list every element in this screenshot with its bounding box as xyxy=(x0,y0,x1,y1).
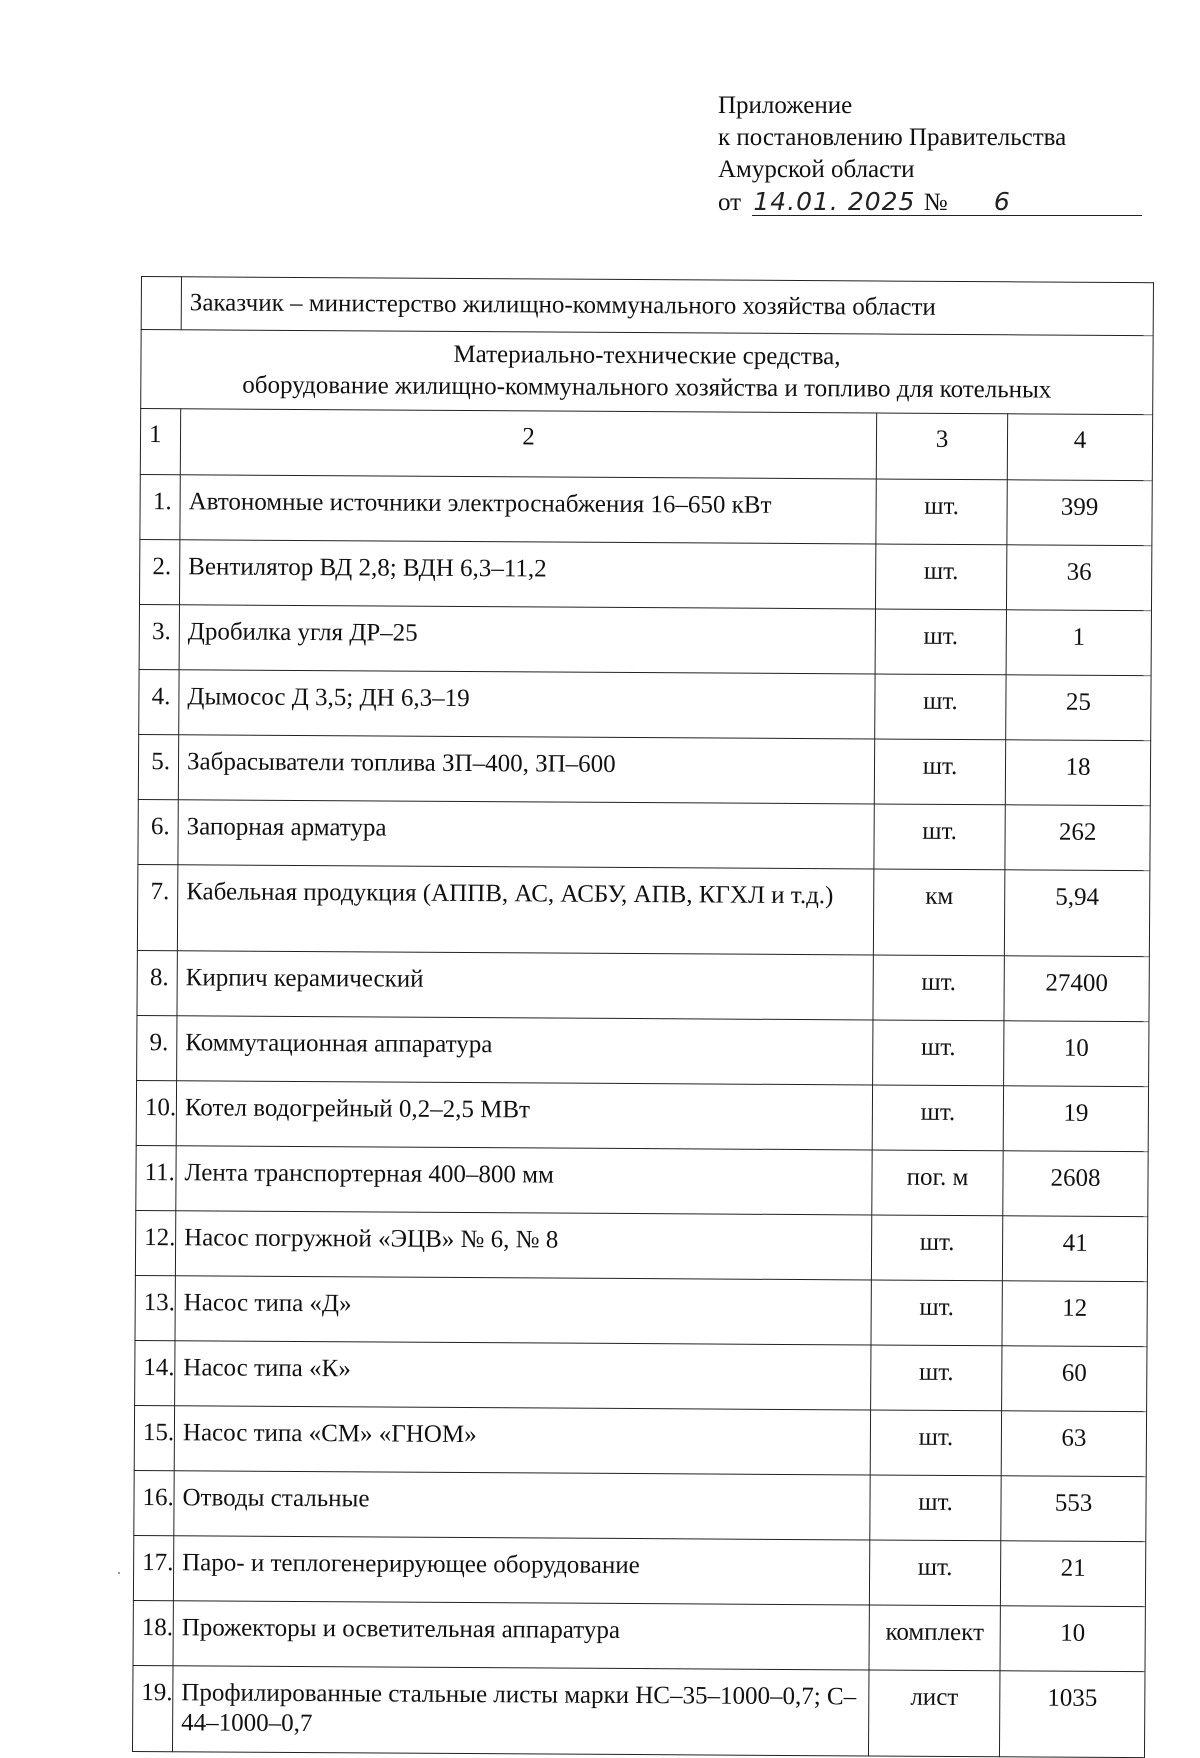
table-row xyxy=(135,1275,1147,1346)
row-number: 5. xyxy=(138,734,178,799)
handwritten-date: 14.01. 2025 xyxy=(753,187,916,216)
item-unit: комплект xyxy=(869,1605,1000,1671)
row-number: 1. xyxy=(140,474,180,539)
table-row xyxy=(140,474,1152,545)
item-quantity: 60 xyxy=(1002,1346,1147,1412)
item-name: Забрасыватели топлива ЗП–400, ЗП–600 xyxy=(178,735,874,804)
number-label: № xyxy=(923,189,948,216)
item-quantity: 21 xyxy=(1000,1541,1145,1607)
item-unit: шт. xyxy=(875,674,1006,740)
item-unit: км xyxy=(873,869,1005,956)
table-row xyxy=(137,864,1150,956)
equipment-table xyxy=(132,276,1154,1758)
item-name: Дымосос Д 3,5; ДН 6,3–19 xyxy=(179,670,875,739)
item-name: Паро- и теплогенерирующее оборудование xyxy=(173,1536,869,1605)
appendix-date-line xyxy=(718,186,1138,219)
row-number: 11. xyxy=(136,1145,176,1210)
item-name: Отводы стальные xyxy=(174,1471,870,1540)
item-unit: лист xyxy=(868,1670,1000,1757)
row-number: 7. xyxy=(137,864,178,950)
item-quantity: 262 xyxy=(1005,805,1150,871)
row-number: 9. xyxy=(137,1015,177,1080)
column-number-row xyxy=(140,409,1152,481)
section-title-line1: Материально-технические средства, xyxy=(453,340,841,371)
row-number: 13. xyxy=(135,1275,175,1340)
item-name: Насос типа «Д» xyxy=(175,1276,871,1345)
item-quantity: 12 xyxy=(1002,1281,1147,1347)
column-number-2: 2 xyxy=(180,409,876,479)
item-name: Насос типа «СМ» «ГНОМ» xyxy=(174,1406,870,1475)
item-unit: шт. xyxy=(870,1410,1001,1476)
table-row xyxy=(139,539,1151,610)
appendix-title: Приложение xyxy=(718,92,853,119)
column-number-4: 4 xyxy=(1007,414,1152,481)
customer-row xyxy=(141,277,1153,336)
table-row xyxy=(134,1405,1146,1476)
appendix-resolution-ref: к постановлению Правительства xyxy=(718,124,1067,151)
row-number: 16. xyxy=(134,1470,174,1535)
table-row xyxy=(132,1665,1145,1757)
section-title-cell xyxy=(141,330,1153,415)
item-name: Профилированные стальные листы марки НС–35–1000–0,7; С–44–1000–0,7 xyxy=(172,1666,869,1756)
table-row xyxy=(139,604,1151,675)
table-row xyxy=(133,1600,1145,1671)
row-number: 19. xyxy=(132,1665,173,1751)
item-unit: шт. xyxy=(872,1085,1003,1151)
row-number: 14. xyxy=(135,1340,175,1405)
item-quantity: 27400 xyxy=(1004,956,1149,1022)
row-number: 4. xyxy=(139,669,179,734)
item-quantity: 18 xyxy=(1005,740,1150,806)
item-quantity: 10 xyxy=(1000,1606,1145,1672)
column-number-3: 3 xyxy=(876,413,1007,480)
row-number: 3. xyxy=(139,604,179,669)
item-quantity: 2608 xyxy=(1003,1151,1148,1217)
item-name: Котел водогрейный 0,2–2,5 МВт xyxy=(176,1081,872,1150)
item-unit: шт. xyxy=(873,1020,1004,1086)
item-unit: шт. xyxy=(874,804,1005,870)
item-unit: шт. xyxy=(869,1540,1000,1606)
item-unit: пог. м xyxy=(872,1150,1003,1216)
scan-speck xyxy=(118,1572,120,1574)
date-prefix: от xyxy=(718,189,742,216)
table-row xyxy=(135,1210,1147,1281)
row-number: 15. xyxy=(134,1405,174,1470)
item-name: Прожекторы и осветительная аппаратура xyxy=(173,1601,869,1670)
item-unit: шт. xyxy=(874,739,1005,805)
item-quantity: 19 xyxy=(1003,1086,1148,1152)
customer-cell: Заказчик – министерство жилищно-коммунального хозяйства области xyxy=(181,277,1153,336)
row-number: 10. xyxy=(136,1080,176,1145)
item-unit: шт. xyxy=(871,1215,1002,1281)
item-name: Кирпич керамический xyxy=(177,951,873,1020)
table-row xyxy=(138,799,1150,870)
item-name: Автономные источники электроснабжения 16–650 кВт xyxy=(180,475,876,544)
row-number: 18. xyxy=(133,1600,173,1665)
table-row xyxy=(135,1340,1147,1411)
customer-blank-cell xyxy=(141,277,181,330)
item-unit: шт. xyxy=(876,479,1007,545)
item-quantity: 10 xyxy=(1004,1021,1149,1087)
table-row xyxy=(133,1535,1145,1606)
item-name: Насос погружной «ЭЦВ» № 6, № 8 xyxy=(175,1211,871,1280)
appendix-header xyxy=(718,90,1138,219)
item-quantity: 63 xyxy=(1001,1411,1146,1477)
date-underline xyxy=(752,215,1142,216)
item-quantity: 1035 xyxy=(999,1671,1145,1758)
handwritten-number: 6 xyxy=(993,187,1011,216)
item-name: Дробилка угля ДР–25 xyxy=(179,605,875,674)
row-number: 6. xyxy=(138,799,178,864)
item-name: Лента транспортерная 400–800 мм xyxy=(176,1146,872,1215)
item-name: Коммутационная аппаратура xyxy=(177,1016,873,1085)
column-number-1: 1 xyxy=(140,409,180,475)
item-quantity: 399 xyxy=(1007,480,1152,546)
row-number: 12. xyxy=(135,1210,175,1275)
table-row xyxy=(139,669,1151,740)
item-unit: шт. xyxy=(875,544,1006,610)
item-quantity: 1 xyxy=(1006,610,1151,676)
item-unit: шт. xyxy=(873,955,1004,1021)
item-name: Кабельная продукция (АППВ, АС, АСБУ, АПВ, КГХЛ и т.д.) xyxy=(177,865,874,955)
item-quantity: 5,94 xyxy=(1004,870,1150,957)
table-row xyxy=(137,950,1149,1021)
table-row xyxy=(136,1080,1148,1151)
section-title-line2: оборудование жилищно-коммунального хозяйства и топливо для котельных xyxy=(242,371,1052,404)
row-number: 2. xyxy=(139,539,179,604)
item-unit: шт. xyxy=(871,1345,1002,1411)
table-row xyxy=(138,734,1150,805)
item-name: Запорная арматура xyxy=(178,800,874,869)
item-quantity: 41 xyxy=(1002,1216,1147,1282)
item-name: Насос типа «К» xyxy=(175,1341,871,1410)
section-title-row xyxy=(141,330,1153,415)
item-unit: шт. xyxy=(871,1280,1002,1346)
item-unit: шт. xyxy=(870,1475,1001,1541)
row-number: 8. xyxy=(137,950,177,1015)
table-row xyxy=(136,1145,1148,1216)
table-row xyxy=(134,1470,1146,1541)
item-quantity: 25 xyxy=(1006,675,1151,741)
table-row xyxy=(137,1015,1149,1086)
item-quantity: 36 xyxy=(1006,545,1151,611)
item-unit: шт. xyxy=(875,609,1006,675)
item-quantity: 553 xyxy=(1001,1476,1146,1542)
row-number: 17. xyxy=(133,1535,173,1600)
item-name: Вентилятор ВД 2,8; ВДН 6,3–11,2 xyxy=(179,540,875,609)
appendix-region: Амурской области xyxy=(718,156,915,183)
